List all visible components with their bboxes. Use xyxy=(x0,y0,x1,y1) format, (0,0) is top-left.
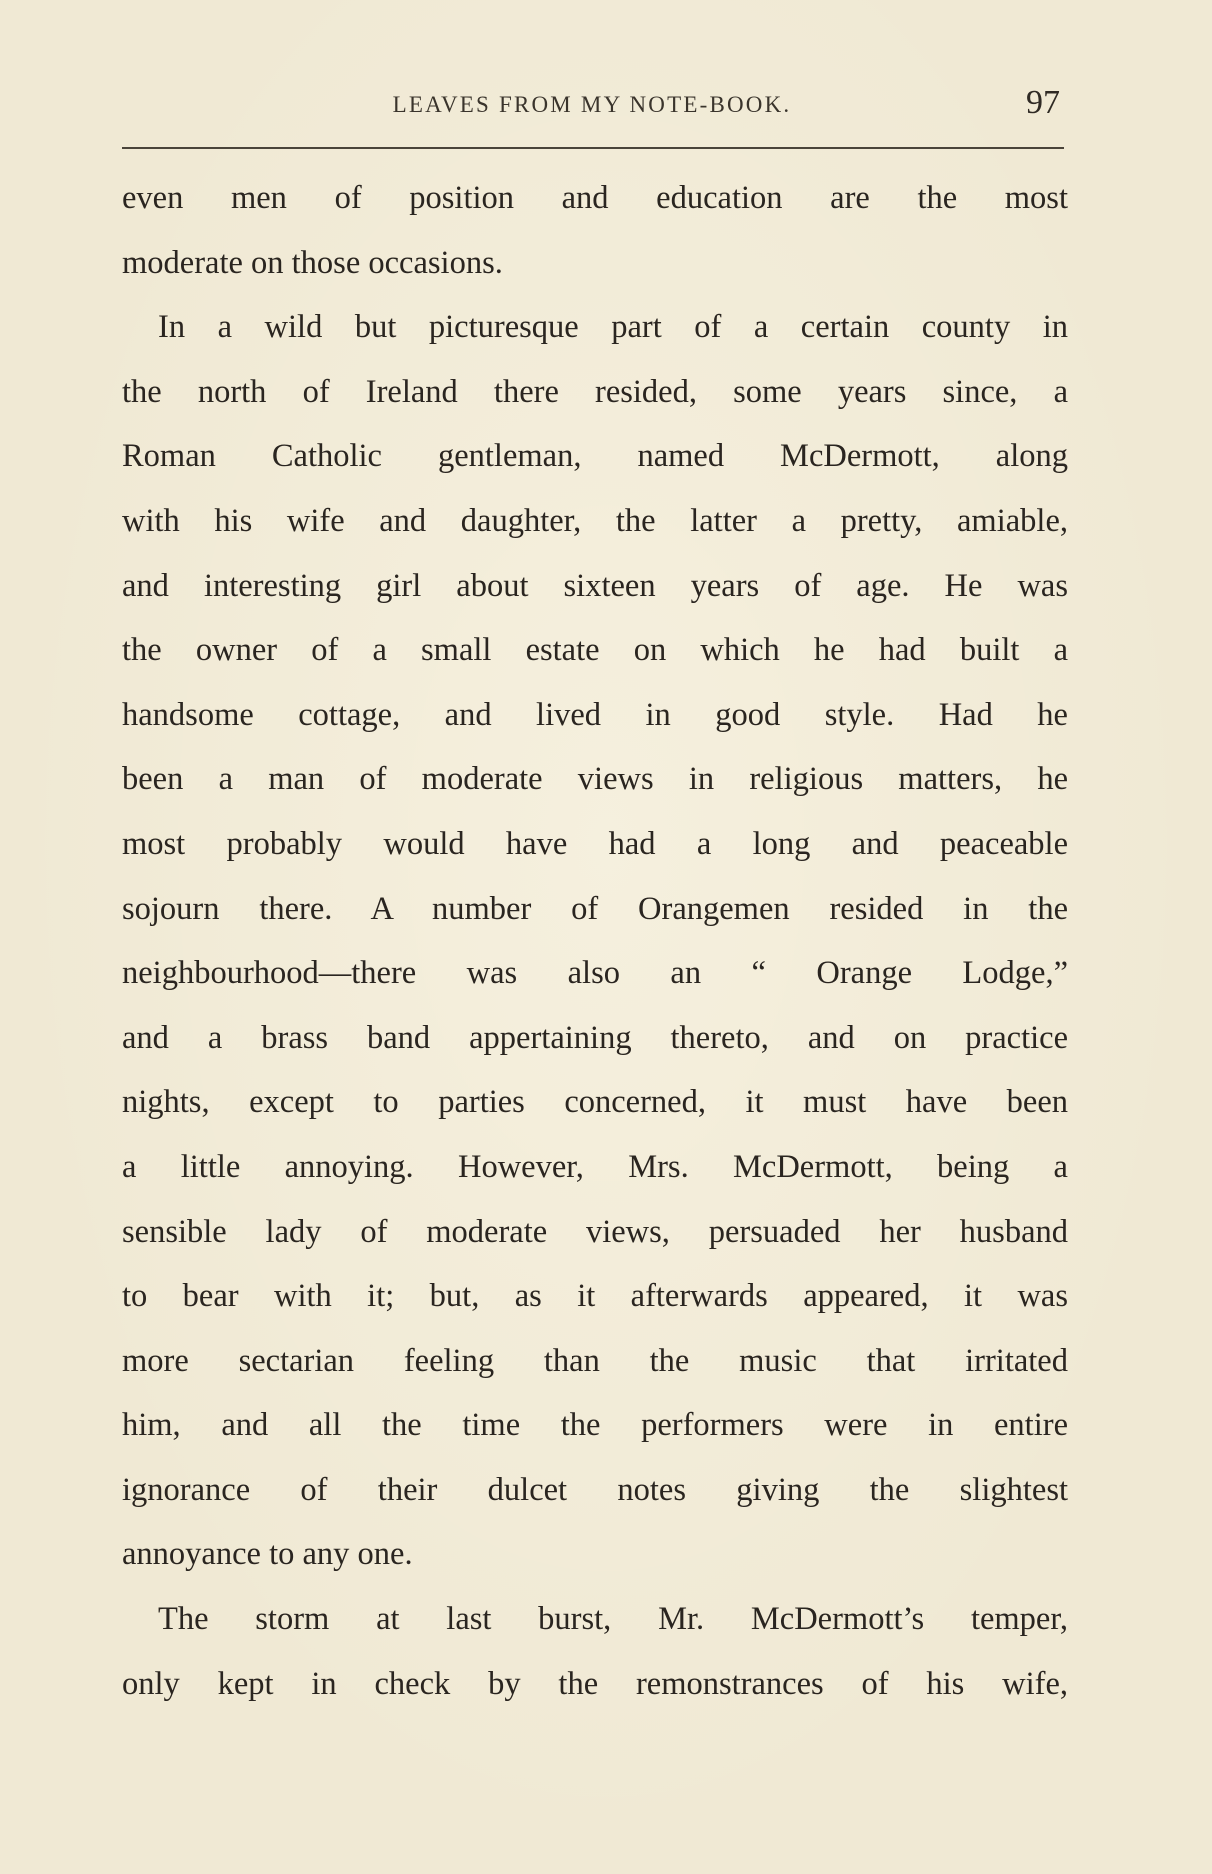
page-number: 97 xyxy=(1026,84,1060,121)
text-line: him, and all the time the performers were in entire xyxy=(122,1407,1068,1444)
text-line: neighbourhood—there was also an “ Orange Lodge,” xyxy=(122,955,1068,992)
running-title: LEAVES FROM MY NOTE-BOOK. xyxy=(392,92,792,117)
text-line: with his wife and daughter, the latter a pretty, amiable, xyxy=(122,502,1068,539)
text-line: sensible lady of moderate views, persuaded her husband xyxy=(122,1213,1068,1250)
text-line: handsome cottage, and lived in good style. Had he xyxy=(122,696,1068,733)
text-line: more sectarian feeling than the music that irritated xyxy=(122,1342,1068,1379)
text-line: only kept in check by the remonstrances of his wife, xyxy=(122,1665,1068,1702)
text-line: the north of Ireland there resided, some years since, a xyxy=(122,373,1068,410)
text-line: a little annoying. However, Mrs. McDermott, being a xyxy=(122,1148,1068,1185)
text-line: The storm at last burst, Mr. McDermott’s temper, xyxy=(158,1601,1068,1638)
text-line: the owner of a small estate on which he had built a xyxy=(122,632,1068,669)
text-line: ignorance of their dulcet notes giving the slightest xyxy=(122,1471,1068,1508)
text-line: most probably would have had a long and peaceable xyxy=(122,825,1068,862)
header-rule xyxy=(122,147,1064,149)
text-line: been a man of moderate views in religious matters, he xyxy=(122,761,1068,798)
text-line: to bear with it; but, as it afterwards appeared, it was xyxy=(122,1278,1068,1315)
text-line: and a brass band appertaining thereto, and on practice xyxy=(122,1019,1068,1056)
text-line: moderate on those occasions. xyxy=(122,244,503,281)
running-head xyxy=(118,84,1066,124)
text-line: sojourn there. A number of Orangemen resided in the xyxy=(122,890,1068,927)
body-text xyxy=(122,166,1068,1716)
text-line: In a wild but picturesque part of a certain county in xyxy=(158,309,1068,346)
text-line: annoyance to any one. xyxy=(122,1536,413,1573)
text-line: even men of position and education are the most xyxy=(122,180,1068,216)
text-line: and interesting girl about sixteen years of age. He was xyxy=(122,567,1068,604)
text-line: nights, except to parties concerned, it must have been xyxy=(122,1084,1068,1121)
text-line: Roman Catholic gentleman, named McDermott, along xyxy=(122,438,1068,475)
